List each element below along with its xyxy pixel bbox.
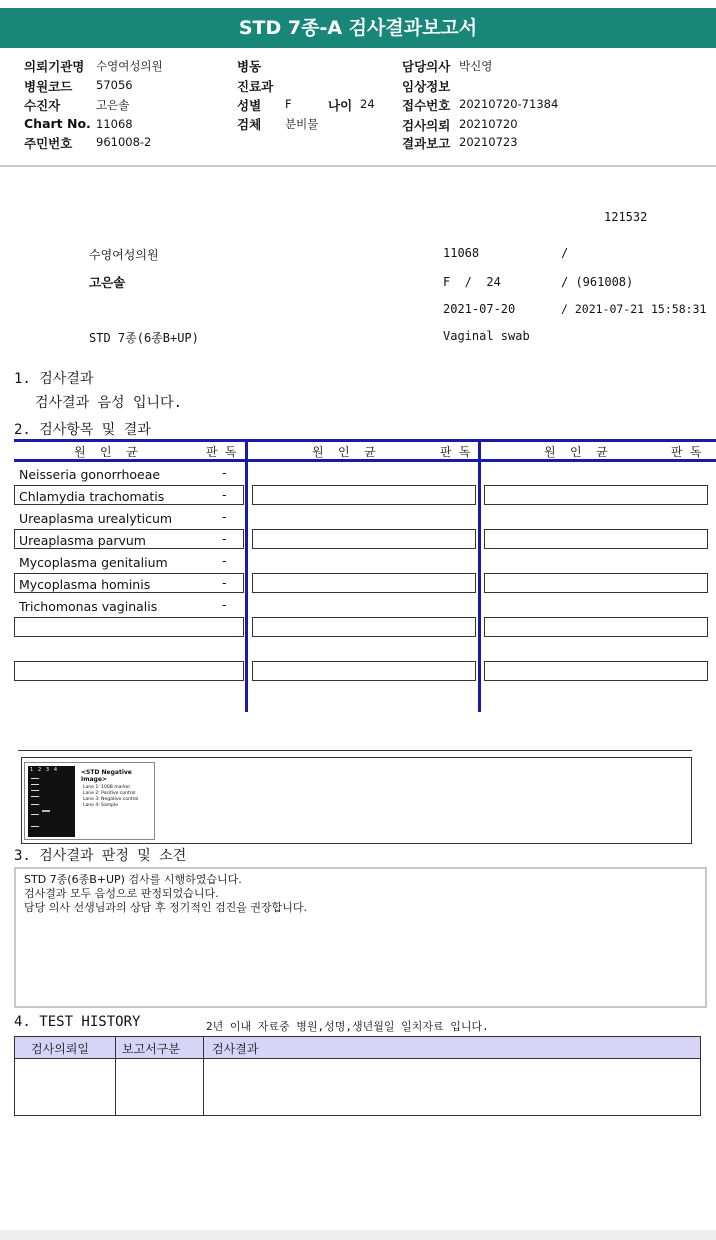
chart-label: Chart No. xyxy=(24,116,91,131)
id-label: 주민번호 xyxy=(24,136,73,151)
ward-label: 병동 xyxy=(237,59,262,74)
section-1-title: 1. 검사결과 xyxy=(14,371,94,387)
request-value: 20210720 xyxy=(459,117,518,131)
grid-row-box xyxy=(252,661,476,681)
history-col-request-date: 검사의뢰일 xyxy=(31,1042,89,1056)
grid-row-box xyxy=(14,661,244,681)
grid-row-box xyxy=(484,529,708,549)
receipt-value: 20210720-71384 xyxy=(459,97,559,111)
gel-lanes-picture xyxy=(28,766,75,837)
summary-clinic: 수영여성의원 xyxy=(89,248,159,262)
grid-col2-header: 원 인 균 xyxy=(312,445,376,459)
specimen-label: 검체 xyxy=(237,117,262,132)
item-name: Mycoplasma genitalium xyxy=(19,555,168,570)
summary-specimen: Vaginal swab xyxy=(443,329,530,343)
age-label: 나이 xyxy=(328,98,353,113)
summary-name: 고은솔 xyxy=(89,275,126,290)
gel-lane-numbers: 1 2 3 4 xyxy=(30,767,58,773)
history-col-report-type: 보고서구분 xyxy=(122,1042,180,1056)
grid-col1-judge: 판 독 xyxy=(206,445,237,459)
report-date-label: 결과보고 xyxy=(402,136,451,151)
item-name: Ureaplasma urealyticum xyxy=(19,511,173,526)
specimen-value: 분비물 xyxy=(285,117,319,131)
summary-date-request: 2021-07-20 xyxy=(443,302,516,316)
summary-slash: / xyxy=(561,246,569,260)
item-result: - xyxy=(222,465,227,480)
report-code: 121532 xyxy=(604,210,648,224)
chart-value: 11068 xyxy=(96,117,133,131)
gel-legend xyxy=(83,785,138,809)
history-table xyxy=(14,1036,701,1116)
grid-row-box xyxy=(14,617,244,637)
summary-test: STD 7종(6종B+UP) xyxy=(89,331,199,345)
gel-lane-4-label: Lane 4: Sample xyxy=(83,803,118,808)
history-col-divider xyxy=(203,1037,204,1115)
item-result: - xyxy=(222,597,227,612)
gel-lane-2-label: Lane 2: Positive control xyxy=(83,791,136,796)
history-col-divider xyxy=(115,1037,116,1115)
item-name: Mycoplasma hominis xyxy=(19,577,151,592)
item-result: - xyxy=(222,553,227,568)
item-result: - xyxy=(222,487,227,502)
findings-line: 검사결과 모두 음성으로 판정되었습니다. xyxy=(24,887,219,900)
report-title: STD 7종-A 검사결과보고서 xyxy=(238,17,478,39)
grid-divider-2 xyxy=(478,439,481,712)
grid-row-box xyxy=(484,661,708,681)
item-result: - xyxy=(222,531,227,546)
item-result: - xyxy=(222,575,227,590)
sex-label: 성별 xyxy=(237,98,262,113)
gel-lane-1-label: Lane 1: 100B marker xyxy=(83,785,131,790)
findings-line: STD 7종(6종B+UP) 검사를 시행하였습니다. xyxy=(24,873,242,886)
summary-birth: / (961008) xyxy=(561,275,634,289)
hospital-code-value: 57056 xyxy=(96,78,133,92)
clinical-label: 임상정보 xyxy=(402,79,451,94)
grid-row-box xyxy=(484,573,708,593)
grid-col1-header: 원 인 균 xyxy=(74,445,138,459)
grid-row-box xyxy=(252,573,476,593)
section-1-result: 검사결과 음성 입니다. xyxy=(35,395,183,411)
item-result: - xyxy=(222,509,227,524)
image-divider xyxy=(18,750,692,751)
institution-value: 수영여성의원 xyxy=(96,59,163,73)
grid-row-box xyxy=(252,529,476,549)
grid-col2-judge: 판 독 xyxy=(440,445,471,459)
patient-label: 수진자 xyxy=(24,98,61,113)
item-name: Chlamydia trachomatis xyxy=(19,489,165,504)
grid-divider-1 xyxy=(245,439,248,712)
summary-sex-age: F / 24 xyxy=(443,275,501,289)
sex-value: F xyxy=(285,97,292,111)
item-name: Neisseria gonorrhoeae xyxy=(19,467,161,482)
age-value: 24 xyxy=(360,97,375,111)
patient-value: 고은솔 xyxy=(96,98,130,112)
section-4-title: 4. TEST HISTORY xyxy=(14,1014,141,1030)
summary-chart: 11068 xyxy=(443,246,480,260)
request-label: 검사의뢰 xyxy=(402,118,451,133)
section-2-title: 2. 검사항목 및 결과 xyxy=(14,422,151,438)
bottom-bar xyxy=(0,1230,716,1240)
grid-col3-header: 원 인 균 xyxy=(544,445,608,459)
receipt-label: 접수번호 xyxy=(402,98,451,113)
grid-row-box xyxy=(252,617,476,637)
hospital-code-label: 병원코드 xyxy=(24,79,73,94)
section-3-title: 3. 검사결과 판정 및 소견 xyxy=(14,848,187,864)
history-col-result: 검사결과 xyxy=(212,1042,259,1056)
gel-lane-3-label: Lane 3: Negative control xyxy=(83,797,139,802)
summary-date-report: / 2021-07-21 15:58:31 xyxy=(561,302,707,316)
grid-row-box xyxy=(484,485,708,505)
findings-box xyxy=(14,867,707,1008)
history-note: 2년 이내 자료중 병원,성명,생년월일 일치자료 입니다. xyxy=(206,1020,489,1033)
findings-line: 담당 의사 선생님과의 상담 후 정기적인 검진을 권장합니다. xyxy=(24,901,307,914)
item-name: Trichomonas vaginalis xyxy=(19,599,158,614)
dept-label: 진료과 xyxy=(237,79,274,94)
gel-image xyxy=(24,762,155,840)
report-date-value: 20210723 xyxy=(459,135,518,149)
grid-row-box xyxy=(252,485,476,505)
history-header-row xyxy=(15,1037,700,1059)
grid-col3-judge: 판 독 xyxy=(671,445,702,459)
gel-title: <STD Negative Image> xyxy=(81,769,132,783)
grid-top-line xyxy=(14,439,716,442)
item-name: Ureaplasma parvum xyxy=(19,533,146,548)
id-value: 961008-2 xyxy=(96,135,152,149)
grid-row-box xyxy=(484,617,708,637)
doctor-value: 박신영 xyxy=(459,59,493,73)
doctor-label: 담당의사 xyxy=(402,59,451,74)
institution-label: 의뢰기관명 xyxy=(24,59,85,74)
